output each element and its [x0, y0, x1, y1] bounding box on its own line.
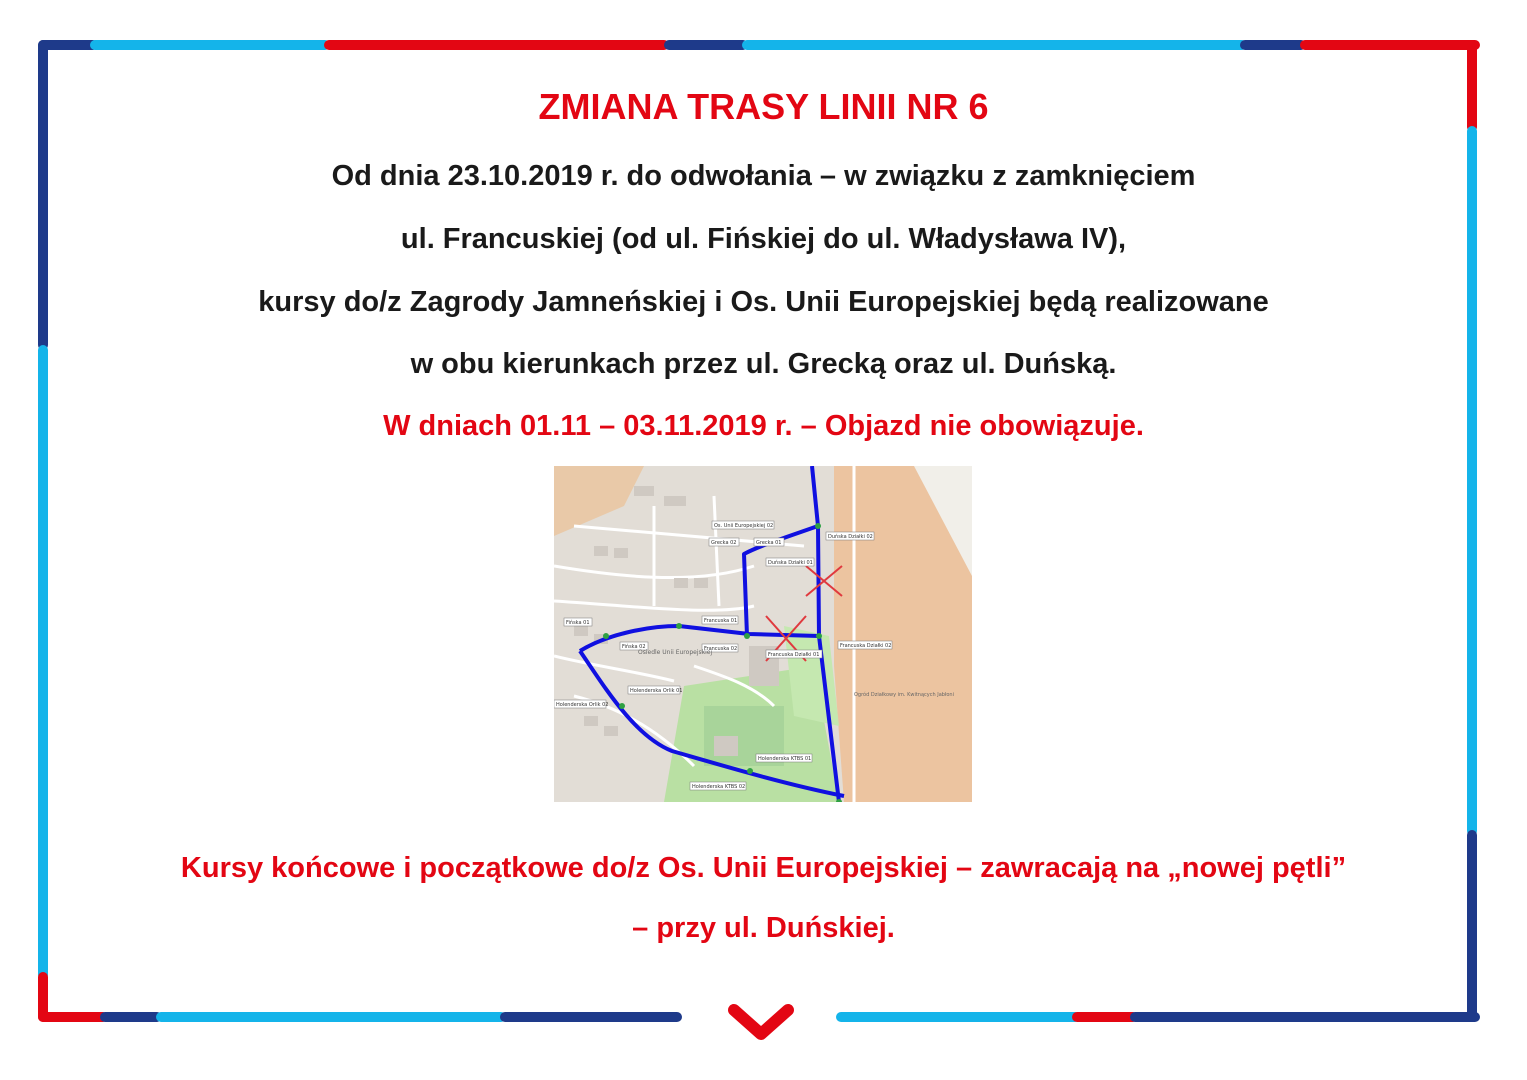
stop-label: Holenderska KTBS 02: [692, 784, 746, 790]
footer-line-1: Kursy końcowe i początkowe do/z Os. Unii Europejskiej – zawracają na „nowej pętli”: [180, 852, 1347, 884]
route-map: [554, 466, 972, 802]
frame-bottom-segment: [836, 1012, 1080, 1022]
frame-bottom-segment: [500, 1012, 682, 1022]
chevron-down-icon: [726, 1000, 796, 1044]
notice-line-1: Od dnia 23.10.2019 r. do odwołania – w związku z zamknięciem: [331, 160, 1196, 192]
stop-label: Grecka 01: [756, 540, 782, 546]
frame-top-segment: [742, 40, 1247, 50]
stop-label: Francuska Działki 02: [840, 643, 892, 649]
frame-bottom-segment: [38, 1012, 108, 1022]
frame-bottom-segment: [100, 1012, 162, 1022]
frame-bottom-segment: [1072, 1012, 1138, 1022]
stop-label: Francuska 02: [704, 646, 738, 652]
frame-bottom-segment: [1130, 1012, 1480, 1022]
frame-top-segment: [90, 40, 330, 50]
stop-label: Francuska Działki 01: [768, 652, 820, 658]
frame-top-segment: [1240, 40, 1306, 50]
notice-title: ZMIANA TRASY LINII NR 6: [538, 86, 989, 127]
stop-label: Holenderska KTBS 01: [758, 756, 812, 762]
area-label: Osiedle Unii Europejskiej: [638, 649, 713, 656]
stop-label: Francuska 01: [704, 618, 738, 624]
notice-line-3: kursy do/z Zagrody Jamneńskiej i Os. Unii Europejskiej będą realizowane: [258, 286, 1269, 318]
frame-top-segment: [664, 40, 748, 50]
stop-label: Duńska Działki 01: [768, 560, 813, 566]
stop-label: Fińska 01: [566, 620, 590, 626]
route-map-svg: [554, 466, 972, 802]
notice-line-2: ul. Francuskiej (od ul. Fińskiej do ul. Władysława IV),: [400, 223, 1127, 255]
stop-label: Holenderska Orlik 01: [630, 688, 683, 694]
frame-top-segment: [324, 40, 669, 50]
frame-top-segment: [1300, 40, 1480, 50]
frame-bottom-segment: [156, 1012, 506, 1022]
stop-label: Os. Unii Europejskiej 02: [714, 523, 774, 529]
stop-label: Duńska Działki 02: [828, 534, 873, 540]
stop-label: Fińska 02: [622, 644, 646, 650]
stop-label: Grecka 02: [711, 540, 737, 546]
stop-label: Holenderska Orlik 02: [556, 702, 609, 708]
footer-line-2: – przy ul. Duńskiej.: [632, 912, 895, 944]
exception-notice: W dniach 01.11 – 03.11.2019 r. – Objazd nie obowiązuje.: [383, 410, 1144, 442]
notice-line-4: w obu kierunkach przez ul. Grecką oraz ul. Duńską.: [410, 348, 1117, 380]
area-label: Ogród Działkowy im. Kwitnących Jabłoni: [854, 692, 954, 698]
